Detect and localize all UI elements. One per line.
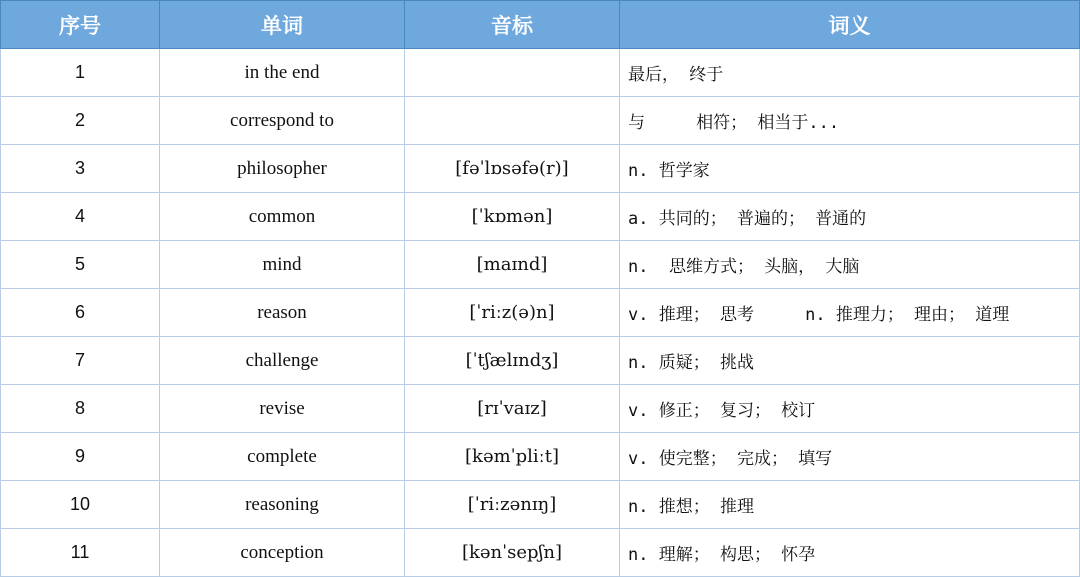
cell-word: complete	[160, 433, 405, 481]
cell-word: common	[160, 193, 405, 241]
header-row	[1, 1, 1080, 49]
cell-meaning: n. 推想； 推理	[620, 481, 1080, 529]
cell-index: 10	[1, 481, 160, 529]
cell-meaning: n. 质疑； 挑战	[620, 337, 1080, 385]
cell-index: 11	[1, 529, 160, 577]
cell-index: 9	[1, 433, 160, 481]
table-row	[1, 193, 1080, 241]
cell-word: reasoning	[160, 481, 405, 529]
cell-word: challenge	[160, 337, 405, 385]
cell-word: philosopher	[160, 145, 405, 193]
cell-phonetic: [kəmˈpliːt]	[405, 433, 620, 481]
table-row	[1, 385, 1080, 433]
cell-phonetic: [kənˈsepʃn]	[405, 529, 620, 577]
cell-phonetic: [ˈtʃælɪndʒ]	[405, 337, 620, 385]
cell-word: mind	[160, 241, 405, 289]
header-index: 序号	[1, 1, 160, 49]
cell-phonetic	[405, 97, 620, 145]
cell-meaning: v. 推理； 思考 n. 推理力； 理由； 道理	[620, 289, 1080, 337]
cell-word: correspond to	[160, 97, 405, 145]
cell-meaning: n. 哲学家	[620, 145, 1080, 193]
cell-index: 1	[1, 49, 160, 97]
cell-meaning: 最后， 终于	[620, 49, 1080, 97]
header-phonetic: 音标	[405, 1, 620, 49]
cell-phonetic: [rɪˈvaɪz]	[405, 385, 620, 433]
cell-index: 5	[1, 241, 160, 289]
cell-phonetic: [ˈkɒmən]	[405, 193, 620, 241]
cell-index: 7	[1, 337, 160, 385]
cell-phonetic: [ˈriːzənɪŋ]	[405, 481, 620, 529]
table-row	[1, 529, 1080, 577]
cell-word: reason	[160, 289, 405, 337]
cell-phonetic	[405, 49, 620, 97]
cell-meaning: 与 相符； 相当于...	[620, 97, 1080, 145]
table-row	[1, 97, 1080, 145]
cell-index: 8	[1, 385, 160, 433]
cell-word: conception	[160, 529, 405, 577]
cell-meaning: n. 理解； 构思； 怀孕	[620, 529, 1080, 577]
cell-meaning: v. 使完整； 完成； 填写	[620, 433, 1080, 481]
header-meaning: 词义	[620, 1, 1080, 49]
table-row	[1, 241, 1080, 289]
cell-phonetic: [ˈriːz(ə)n]	[405, 289, 620, 337]
cell-word: in the end	[160, 49, 405, 97]
table-row	[1, 433, 1080, 481]
header-word: 单词	[160, 1, 405, 49]
cell-index: 6	[1, 289, 160, 337]
cell-meaning: n. 思维方式； 头脑， 大脑	[620, 241, 1080, 289]
table-row	[1, 289, 1080, 337]
cell-word: revise	[160, 385, 405, 433]
table-header	[1, 1, 1080, 49]
table-row	[1, 337, 1080, 385]
table-row	[1, 481, 1080, 529]
cell-meaning: v. 修正； 复习； 校订	[620, 385, 1080, 433]
cell-index: 2	[1, 97, 160, 145]
cell-index: 4	[1, 193, 160, 241]
table-row	[1, 145, 1080, 193]
cell-meaning: a. 共同的； 普遍的； 普通的	[620, 193, 1080, 241]
cell-phonetic: [fəˈlɒsəfə(r)]	[405, 145, 620, 193]
cell-index: 3	[1, 145, 160, 193]
table-row	[1, 49, 1080, 97]
cell-phonetic: [maɪnd]	[405, 241, 620, 289]
table-body	[1, 49, 1080, 577]
